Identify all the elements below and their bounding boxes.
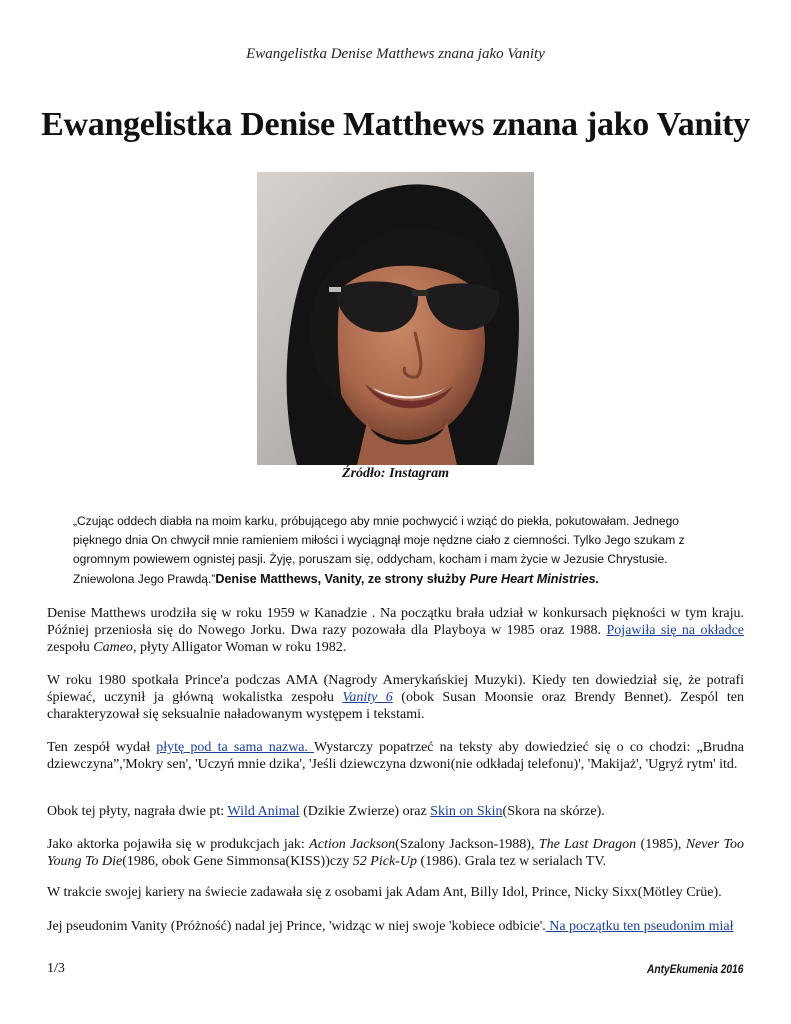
ministry-name: Pure Heart Ministries.	[469, 571, 600, 586]
running-head: Ewangelistka Denise Matthews znana jako Vanity	[246, 46, 545, 62]
image-caption: Źródło: Instagram	[342, 466, 449, 481]
portrait-photo-icon	[257, 172, 534, 465]
paragraph-2: W roku 1980 spotkała Prince'a podczas AMA (Nagrody Amerykańskiej Muzyki). Kiedy ten dowiedział się, że potrafi śpiewać, uczynił ja główną wokalistka zespołu Vanity 6 (obok Susan Moonsie oraz Brendy Bennet). Zespól ten charakteryzował się seksualnie naładowanym występem i tekstami.	[47, 673, 744, 722]
quote-text: „Czując oddech diabła na moim karku, próbującego aby mnie pochwycić i wziąć do piekła, pokutowałam. Jednego pięknego dnia On chwycił mnie ramieniem miłości i wyciągnął moje nędzne ciało z ciemności. Tylko Jego szukam z ogromnym powiewem ognistej pasji. Żyję, poruszam się, oddycham, kocham i mam życie w Jezusie Chrystusie. Zniewolona Jego Prawdą.”	[73, 514, 685, 586]
paragraph-4: Obok tej płyty, nagrała dwie pt: Wild Animal (Dzikie Zwierze) oraz Skin on Skin(Skora na skórze).	[47, 804, 605, 819]
paragraph-6: W trakcie swojej kariery na świecie zadawała się z osobami jak Adam Ant, Billy Idol, Prince, Nicky Sixx(Mötley Crüe).	[47, 885, 722, 900]
page-title: Ewangelistka Denise Matthews znana jako Vanity	[41, 106, 750, 143]
quote-block	[73, 512, 713, 589]
paragraph-5: Jako aktorka pojawiła się w produkcjach jak: Action Jackson(Szalony Jackson-1988), The Last Dragon (1985), Never Too Young To Die(1986, obok Gene Simmonsa(KISS))czy 52 Pick-Up (1986). Grala tez w serialach TV.	[47, 837, 744, 869]
paragraph-1: Denise Matthews urodziła się w roku 1959 w Kanadzie . Na początku brała udział w konkursach piękności w tym kraju. Później przeniosła się do Nowego Jorku. Dwa razy pozowała dla Playboya w 1985 oraz 1988. Pojawiła się na okładce zespołu Cameo, płyty Alligator Woman w roku 1982.	[47, 606, 744, 655]
paragraph-3: Ten zespół wydał płytę pod ta sama nazwa. Wystarczy popatrzeć na teksty aby dowiedzieć się o co chodzi: „Brudna dziewczyna”,'Mokry sen', 'Uczyń mnie dzika', 'Jeśli dziewczyna dzwoni(nie odkładaj telefonu)', 'Makijaż', 'Ugryź rytm' itd.	[47, 740, 744, 772]
vanity6-link[interactable]: Vanity 6	[342, 690, 393, 705]
footer-brand: AntyEkumenia 2016	[646, 962, 743, 976]
wild-animal-link[interactable]: Wild Animal	[227, 804, 300, 819]
skin-on-skin-link[interactable]: Skin on Skin	[430, 804, 503, 819]
cover-link[interactable]: Pojawiła się na okładce	[606, 623, 744, 638]
pseudonym-link[interactable]: Na początku ten pseudonim miał	[545, 919, 734, 934]
paragraph-7: Jej pseudonim Vanity (Próżność) nadal jej Prince, 'widząc w niej swoje 'kobiece odbicie'. Na początku ten pseudonim miał	[47, 919, 734, 934]
album-link[interactable]: płytę pod ta sama nazwa.	[156, 740, 314, 755]
page-number: 1/3	[47, 961, 65, 976]
quote-attribution: Denise Matthews, Vanity, ze strony służby Pure Heart Ministries.	[215, 571, 600, 586]
